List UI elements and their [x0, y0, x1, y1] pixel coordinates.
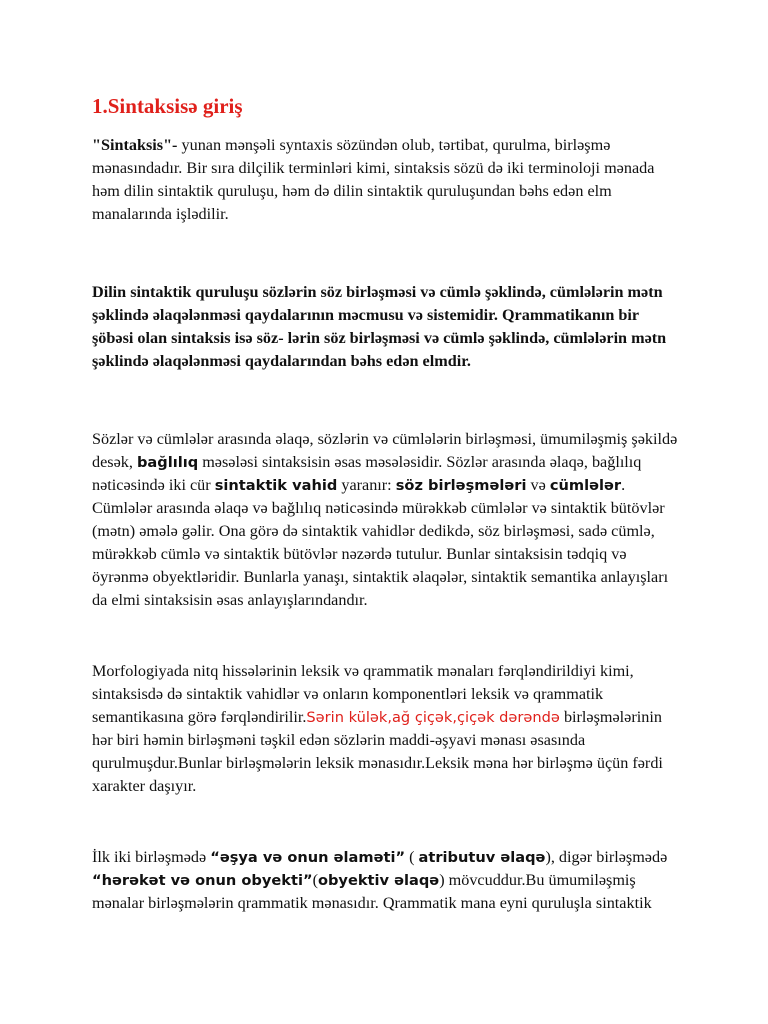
- paragraph-text: ) mövcuddur.Bu ümumiləşmiş mənalar birləşmələrin qrammatik mənasıdır. Qrammatik mana eyni quruluşla sintaktik: [92, 871, 652, 912]
- paragraph-text: (: [405, 848, 419, 866]
- paragraph-text: Morfologiyada nitq hissələrinin leksik və qrammatik mənaları fərqləndirildiyi kimi, sintaksisdə də sintaktik vahidlər və onların komponentləri leksik və qrammatik semantikasına görə fərqləndirilir.: [92, 662, 634, 726]
- bold-text: Dilin sintaktik quruluşu sözlərin söz birləşməsi və cümlə şəklində, cümlələrin mətn şəklində əlaqələnməsi qaydalarının məcmusu və sistemidir.: [92, 283, 663, 324]
- paragraph-syntactic-units: [92, 428, 682, 612]
- paragraph-text: yaranır:: [337, 476, 396, 494]
- paragraph-text: və: [526, 476, 550, 494]
- paragraph-text: ), digər birləşmədə: [545, 848, 668, 866]
- paragraph-bold-definition: [92, 281, 682, 373]
- paragraph-morphology: [92, 660, 682, 798]
- bold-term: “əşya və onun əlaməti”: [210, 849, 406, 866]
- bold-term: atributuv əlaqə: [418, 849, 546, 866]
- bold-term: bağlılıq: [136, 454, 199, 471]
- highlighted-example: Sərin külək,ağ çiçək,çiçək dərəndə: [306, 709, 560, 726]
- paragraph-grammatical-meaning: [92, 846, 682, 915]
- document-page: [92, 92, 682, 915]
- bold-text: Qrammatikanın bir şöbəsi olan sintaksis isə söz- lərin söz birləşməsi və cümlə şəklində, cümlələrin mətn şəklində əlaqələnməsi qaydalarından bəhs edən elmdir.: [92, 306, 667, 370]
- bold-term: “hərəkət və onun obyekti”: [92, 872, 313, 889]
- paragraph-text: . Cümlələr arasında əlaqə və bağlılıq nəticəsində mürəkkəb cümlələr və sintaktik bütövlər (mətn) əmələ gəlir. Ona görə də sintaktik vahidlər dedikdə, söz birləşməsi, sadə cümlə, mürəkkəb cümlə və sintaktik bütövlər nəzərdə tutulur. Bunlar sintaksisin tədqiq və öyrənmə obyektləridir. Bunlarla yanaşı, sintaktik əlaqələr, sintaktik semantika anlayışları da elmi sintaksisin əsas anlayışlarındandır.: [92, 476, 669, 609]
- paragraph-text: İlk iki birləşmədə: [92, 848, 211, 866]
- paragraph-text: birləşmələrinin hər biri həmin birləşməni təşkil edən sözlərin maddi-əşyavi mənası əsasında qurulmuşdur.Bunlar birləşmələrin leksik mənasıdır.Leksik məna hər birləşmə üçün fərdi xarakter daşıyır.: [92, 708, 663, 795]
- paragraph-definition: [92, 134, 682, 226]
- term-sintaksis: "Sintaksis"-: [92, 136, 178, 154]
- section-title: 1.Sintaksisə giriş: [92, 94, 243, 118]
- paragraph-text: (: [312, 871, 318, 889]
- bold-term: söz birləşmələri: [395, 477, 527, 494]
- bold-term: obyektiv əlaqə: [317, 872, 440, 889]
- paragraph-text: Sözlər və cümlələr arasında əlaqə, sözlərin və cümlələrin birləşməsi, ümumiləşmiş şəkildə desək,: [92, 430, 678, 471]
- bold-term: sintaktik vahid: [214, 477, 338, 494]
- paragraph-text: yunan mənşəli syntaxis sözündən olub, tərtibat, qurulma, birləşmə mənasındadır. Bir sıra dilçilik terminləri kimi, sintaksis sözü də iki terminoloji mənada həm dilin sintaktik quruluşu, həm də dilin sintaktik quruluşundan bəhs edən elm manalarında işlədilir.: [92, 136, 655, 223]
- paragraph-text: məsələsi sintaksisin əsas məsələsidir. Sözlər arasında əlaqə, bağlılıq nəticəsində iki cür: [92, 453, 642, 494]
- bold-term: cümlələr: [549, 477, 622, 494]
